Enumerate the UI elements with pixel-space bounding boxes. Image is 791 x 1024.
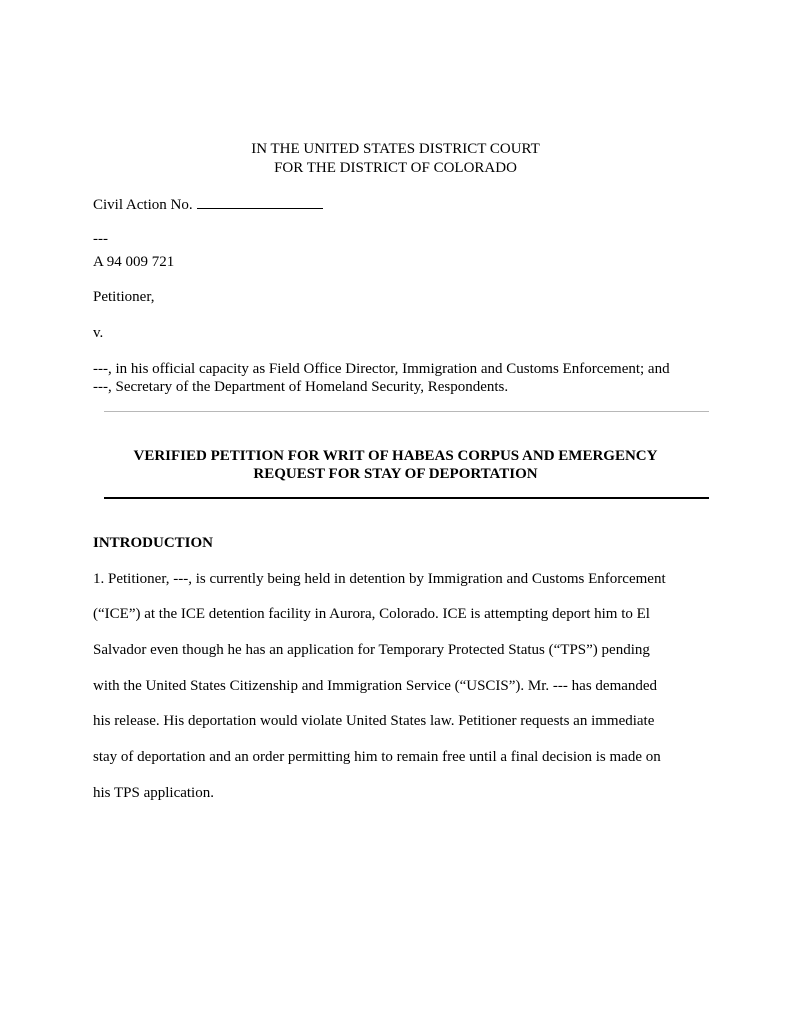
court-name-line-1: IN THE UNITED STATES DISTRICT COURT [251, 141, 540, 157]
civil-action-line [93, 194, 323, 214]
paragraph-line: (“ICE”) at the ICE detention facility in Aurora, Colorado. ICE is attempting deport him to El [93, 606, 650, 622]
civil-action-number-blank [197, 194, 323, 209]
title-divider [104, 497, 709, 499]
petitioner-name: --- [93, 231, 108, 247]
versus-label: v. [93, 325, 104, 341]
paragraph-line: Salvador even though he has an application for Temporary Protected Status (“TPS”) pending [93, 642, 650, 658]
paragraph-line: his TPS application. [93, 785, 214, 801]
paragraph-line: 1. Petitioner, ---, is currently being held in detention by Immigration and Customs Enforcement [93, 571, 666, 587]
document-title-line-1: VERIFIED PETITION FOR WRIT OF HABEAS CORPUS AND EMERGENCY [133, 448, 658, 464]
document-title-line-2: REQUEST FOR STAY OF DEPORTATION [253, 466, 538, 482]
paragraph-line: with the United States Citizenship and Immigration Service (“USCIS”). Mr. --- has demanded [93, 678, 658, 694]
court-name-line-2: FOR THE DISTRICT OF COLORADO [274, 160, 517, 176]
caption-divider [104, 411, 709, 412]
introduction-heading: INTRODUCTION [93, 535, 214, 551]
paragraph-line: his release. His deportation would violate United States law. Petitioner requests an immediate [93, 713, 655, 729]
respondents-line-2: ---, Secretary of the Department of Homeland Security, Respondents. [93, 379, 509, 395]
paragraph-line: stay of deportation and an order permitting him to remain free until a final decision is made on [93, 749, 661, 765]
alien-number: A 94 009 721 [93, 254, 175, 270]
respondents-line-1: ---, in his official capacity as Field Office Director, Immigration and Customs Enforcement; and [93, 361, 670, 377]
petitioner-label: Petitioner, [93, 289, 155, 305]
civil-action-label: Civil Action No. [93, 197, 193, 213]
